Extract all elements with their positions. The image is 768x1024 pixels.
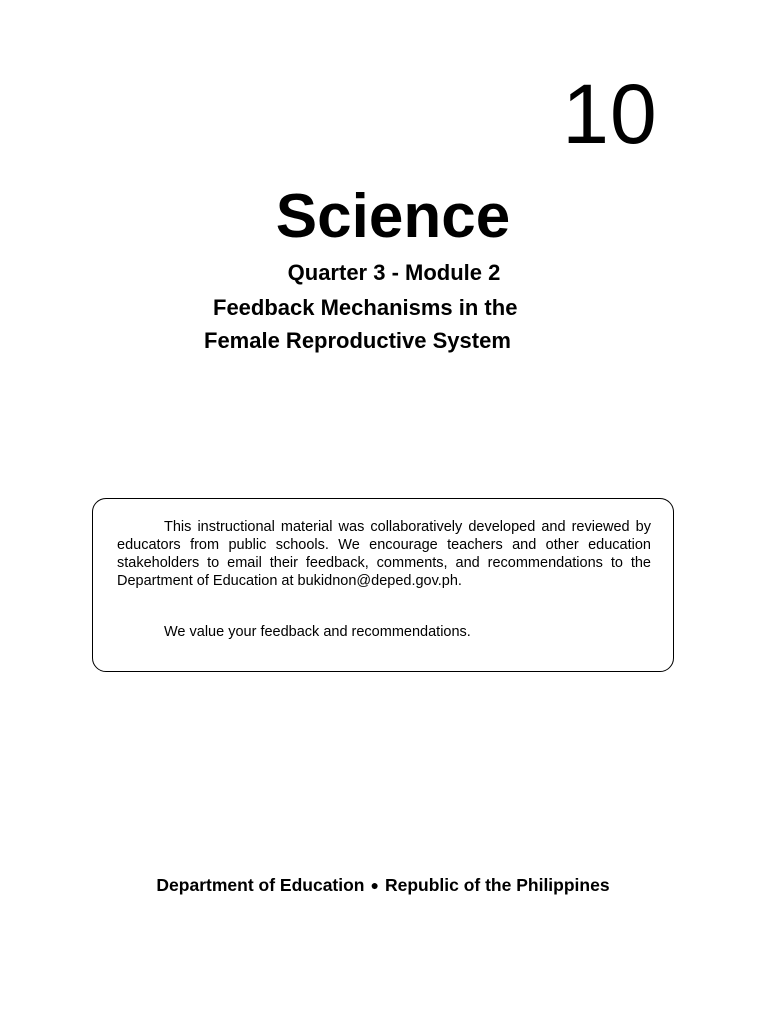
quarter-module-label: Quarter 3 - Module 2 [287,260,501,285]
subject-title: Science [275,182,511,251]
footer-country: Republic of the Philippines [384,875,610,895]
footer-department: Department of Education [156,875,365,895]
feedback-notice-box [92,498,674,672]
module-title [204,291,624,357]
grade-number: 10 [562,67,658,161]
footer-separator: ● [370,877,379,893]
footer-publisher [0,874,766,896]
notice-paragraph-1: This instructional material was collaboratively developed and reviewed by educators from public schools. We encourage teachers and other education stakeholders to email their feedback, comments, and recommendations to the Department of Education at bukidnon@deped.gov.ph. [117,519,651,589]
module-title-line-2: Female Reproductive System [204,328,511,353]
notice-paragraph-2: We value your feedback and recommendations. [164,624,471,640]
module-title-line-1: Feedback Mechanisms in the [213,295,518,320]
